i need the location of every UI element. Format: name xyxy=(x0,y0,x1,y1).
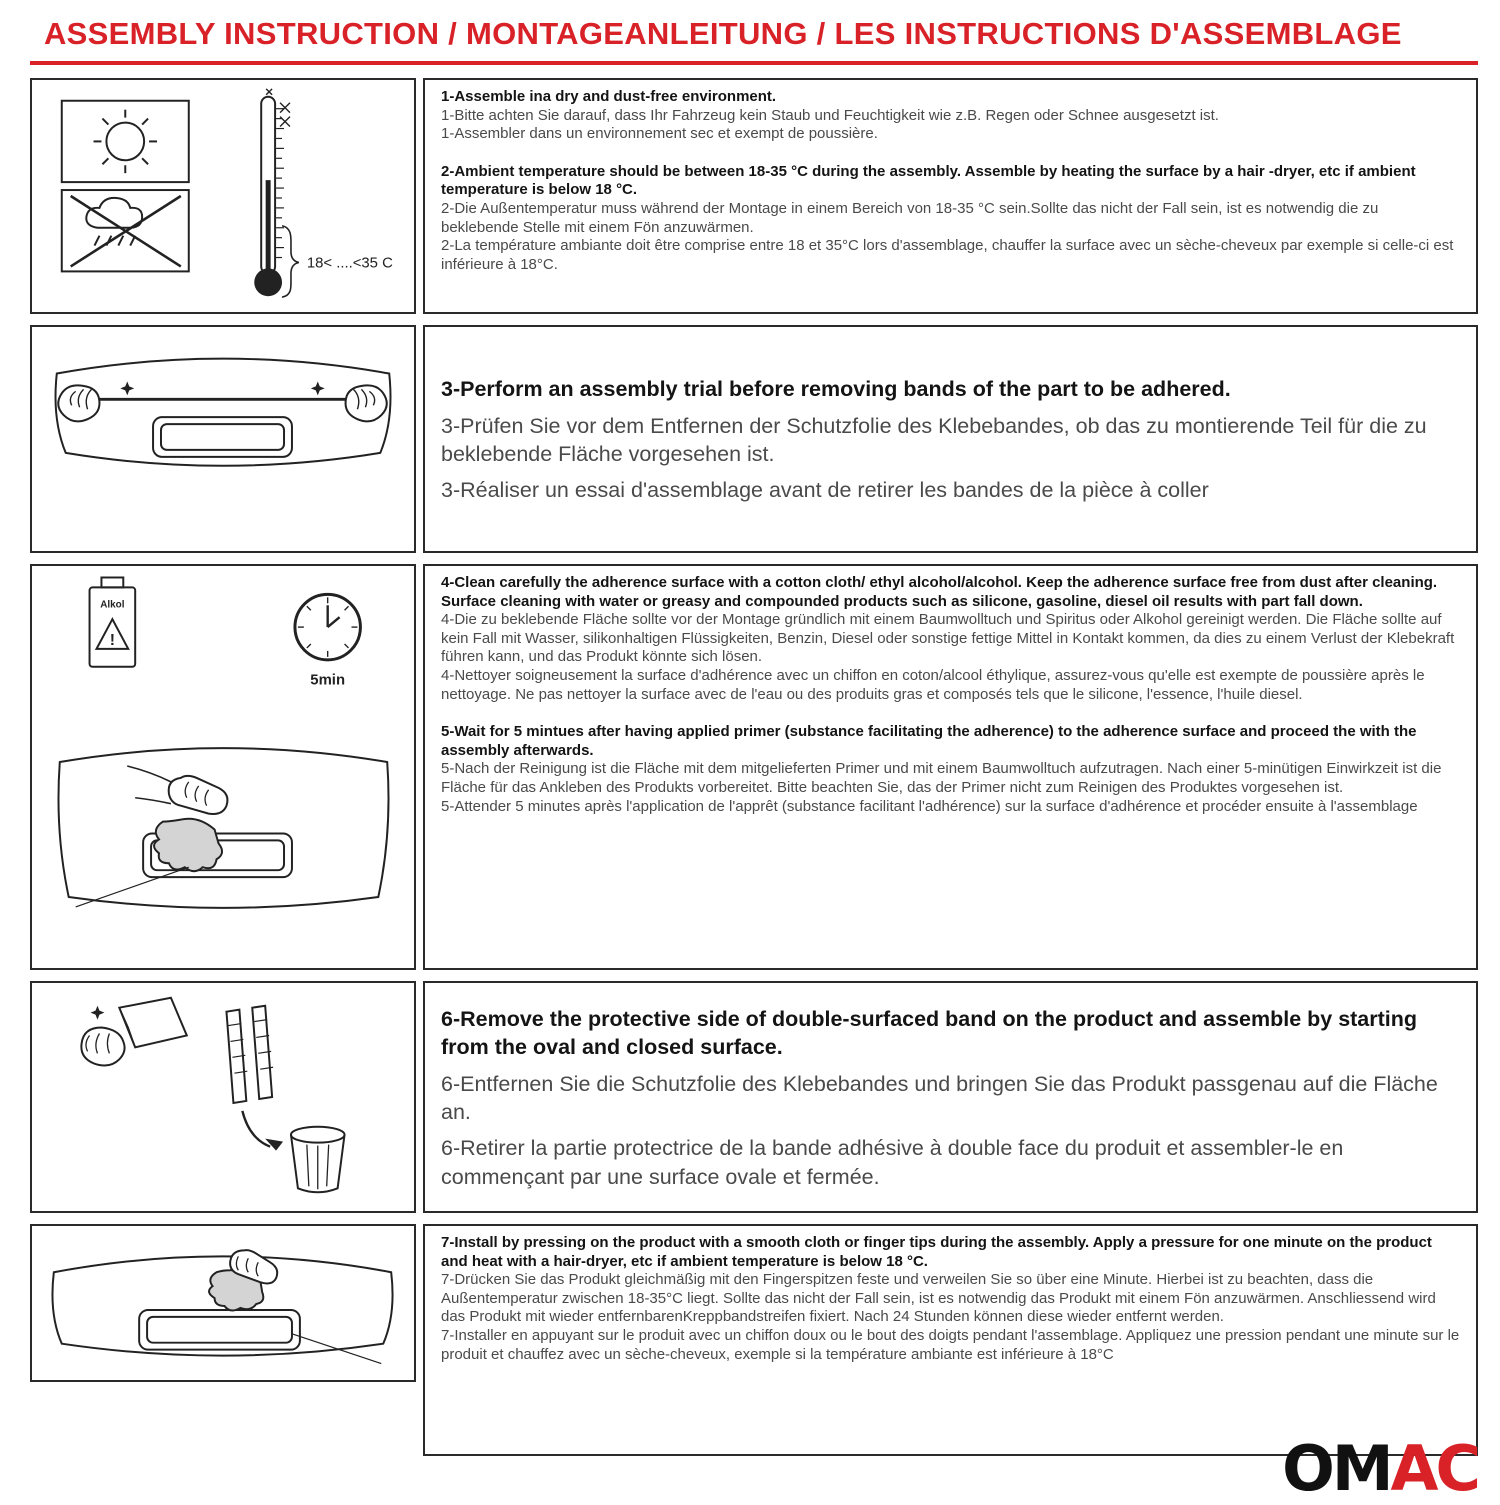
climate-illustration xyxy=(32,80,414,312)
text-press-install xyxy=(423,1224,1478,1456)
step5-en: 5-Wait for 5 mintues after having applied primer (substance facilitating the adherence) to the adherence surface and proceed the with the assembly afterwards. xyxy=(441,723,1417,759)
sun-icon xyxy=(62,101,189,182)
step1-de: 1-Bitte achten Sie darauf, dass Ihr Fahrzeug kein Staub und Feuchtigkeit wie z.B. Regen oder Schnee ausgesetzt ist. xyxy=(441,106,1219,124)
title-underline xyxy=(30,61,1478,65)
step3-fr: 3-Réaliser un essai d'assemblage avant de retirer les bandes de la pièce à coller xyxy=(441,478,1209,503)
omac-logo-red: AC xyxy=(1390,1432,1478,1505)
step7-en: 7-Install by pressing on the product with a smooth cloth or finger tips during the assembly. Apply a pressure for one minute on the product and heat with a hair-dryer, etc if ambient temperature is below 18 °C. xyxy=(441,1234,1432,1270)
band-illustration-box xyxy=(30,981,416,1213)
omac-logo xyxy=(1282,1432,1478,1505)
step3-en: 3-Perform an assembly trial before removing bands of the part to be adhered. xyxy=(441,377,1231,402)
press-install-illustration xyxy=(32,1226,414,1380)
step2-de: 2-Die Außentemperatur muss während der Montage in einem Bereich von 18-35 °C sein.Sollte das nicht der Fall sein, ist es notwendig die zu beklebende Stelle mit einem Fön anzuwärmen. xyxy=(441,199,1379,236)
thermometer-icon xyxy=(254,89,393,297)
row-press-install xyxy=(30,1224,1478,1456)
clock-icon xyxy=(295,594,360,688)
pointer-line xyxy=(76,867,189,907)
step4-de: 4-Die zu beklebende Fläche sollte vor der Montage gründlich mit einem Baumwolltuch und Spiritus oder Alkohol gereinigt werden. Die Fläche sollte auf kein Fall mit Wasser, silikonhaltigen Flüssigkeiten, Benzin, Diesel oder sonstige fettige Mittel in Kontakt kommen, da dies zu einem Verlust der Klebekraft führen kann, und das Produkt könnte sich lösen. xyxy=(441,611,1455,666)
cleaning-cloth xyxy=(154,819,222,871)
step6-en: 6-Remove the protective side of double-surfaced band on the product and assemble by starting from the oval and closed surface. xyxy=(441,1006,1418,1060)
cleaning-illustration-box xyxy=(30,564,416,970)
peeling-hand-icon xyxy=(81,998,186,1066)
warning-exclamation: ! xyxy=(109,631,116,649)
thermometer-range-label: 18< ....<35 C xyxy=(306,255,393,272)
step5-de: 5-Nach der Reinigung ist die Fläche mit dem mitgelieferten Primer und mit einem Baumwolltuch aufzutragen. Nach einer 5-minütigen Einwirkzeit ist die Fläche für das Ankleben des Produkts vorbereitet. Bitte beachten Sie, das der Primer nicht zum Reinigen des Produktes vorgesehen ist. xyxy=(441,760,1442,796)
left-hand-icon xyxy=(58,385,99,421)
step3-de: 3-Prüfen Sie vor dem Entfernen der Schutzfolie des Klebebandes, ob das zu montierende Teil für die zu beklebende Fläche vorgesehen ist. xyxy=(441,413,1427,466)
step6-fr: 6-Retirer la partie protectrice de la bande adhésive à double face du produit et assembler-le en commençant par une surface ovale et fermée. xyxy=(441,1136,1344,1189)
row-remove-band xyxy=(30,981,1478,1213)
discard-arrow xyxy=(242,1111,283,1151)
right-hand-icon xyxy=(346,385,387,421)
omac-logo-black: OM xyxy=(1282,1432,1391,1505)
press-illustration-box xyxy=(30,1224,416,1382)
pressing-hand-icon xyxy=(209,1250,277,1310)
step1-en: 1-Assemble ina dry and dust-free environment. xyxy=(441,88,777,105)
page-title: ASSEMBLY INSTRUCTION / MONTAGEANLEITUNG / LES INSTRUCTIONS D'ASSEMBLAGE xyxy=(44,16,1402,51)
band-peel-illustration xyxy=(32,983,414,1211)
sparkle-icon xyxy=(91,1006,105,1020)
adhesive-strips xyxy=(226,1006,273,1103)
step2-en: 2-Ambient temperature should be between 18-35 °C during the assembly. Assemble by heating the surface by a hair -dryer, etc if ambient temperature is below 18 °C. xyxy=(441,162,1416,199)
pointer-line xyxy=(292,1334,381,1364)
step4-en: 4-Clean carefully the adherence surface with a cotton cloth/ ethyl alcohol/alcohol. Keep the adherence surface free from dust after cleaning. Surface cleaning with water or greasy and compounded products such as silicone, gasoline, diesel oil results with part fall down. xyxy=(441,574,1438,610)
plate-recess xyxy=(139,1310,300,1350)
step6-de: 6-Entfernen Sie die Schutzfolie des Klebebandes und bringen Sie das Produkt passgenau auf die Fläche an. xyxy=(441,1071,1438,1124)
range-bracket xyxy=(282,226,299,297)
hand-icon xyxy=(169,776,228,814)
text-remove-band xyxy=(423,981,1478,1213)
row-assembly-trial xyxy=(30,325,1478,553)
alcohol-bottle-icon xyxy=(90,577,136,666)
trial-fit-illustration xyxy=(32,327,414,551)
step4-fr: 4-Nettoyer soigneusement la surface d'adhérence avec un chiffon en coton/alcool éthylique, assurez-vous qu'elle est exempte de poussière après le nettoyage. Ne pas nettoyer la surface avec de l'eau ou des produits gras et composés tels que le silicone, l'essence, l'huile diesel. xyxy=(441,666,1425,703)
text-assembly-trial xyxy=(423,325,1478,553)
alcohol-label: Alkol xyxy=(100,599,125,611)
text-cleaning xyxy=(423,564,1478,970)
cleaning-illustration xyxy=(32,566,414,968)
instruction-rows xyxy=(30,78,1478,1456)
no-rain-icon xyxy=(62,190,189,271)
step7-de: 7-Drücken Sie das Produkt gleichmäßig mit den Fingerspitzen feste und verweilen Sie so über eine Minute. Hierbei ist zu beachten, dass die Außentemperatur zwischen 18-35°C liegt. Sollte das nicht der Fall sein, ist es notwendig das Produkt mit einem Fön anzuwärmen. Anschliessend wird das Produkt mit wieder entfernbarenKreppbandstreifen fixiert. Nach 24 Stunden können diese wieder entfernt werden. xyxy=(441,1271,1436,1326)
step1-fr: 1-Assembler dans un environnement sec et exempt de poussière. xyxy=(441,125,878,143)
sparkle-icon xyxy=(120,381,134,395)
trash-can-icon xyxy=(291,1127,345,1192)
row-cleaning xyxy=(30,564,1478,970)
trunk-outline xyxy=(58,748,388,908)
sparkle-icon xyxy=(311,381,325,395)
clock-duration-label: 5min xyxy=(310,672,346,689)
climate-illustration-box xyxy=(30,78,416,314)
step5-fr: 5-Attender 5 minutes après l'application de l'apprêt (substance facilitant l'adhérence) sur la surface d'adhérence et procéder ensuite à l'assemblage xyxy=(441,797,1418,815)
text-environment xyxy=(423,78,1478,314)
step2-fr: 2-La température ambiante doit être comprise entre 18 et 35°C lors d'assemblage, chauffer la surface avec un sèche-cheveux par exemple si celle-ci est inférieure à 18°C. xyxy=(441,237,1454,273)
step7-fr: 7-Installer en appuyant sur le produit avec un chiffon doux ou le bout des doigts pendant l'assemblage. Appliquez une pression pendant une minute sur le produit et chauffez avec un sèche-cheveux, exemple si la température ambiante est inférieure à 18°C xyxy=(441,1326,1460,1363)
arm-line xyxy=(127,766,171,804)
trial-illustration-box xyxy=(30,325,416,553)
row-environment xyxy=(30,78,1478,314)
wiping-hand-illustration xyxy=(58,748,388,908)
crossed-out-scale-marks xyxy=(266,89,290,127)
